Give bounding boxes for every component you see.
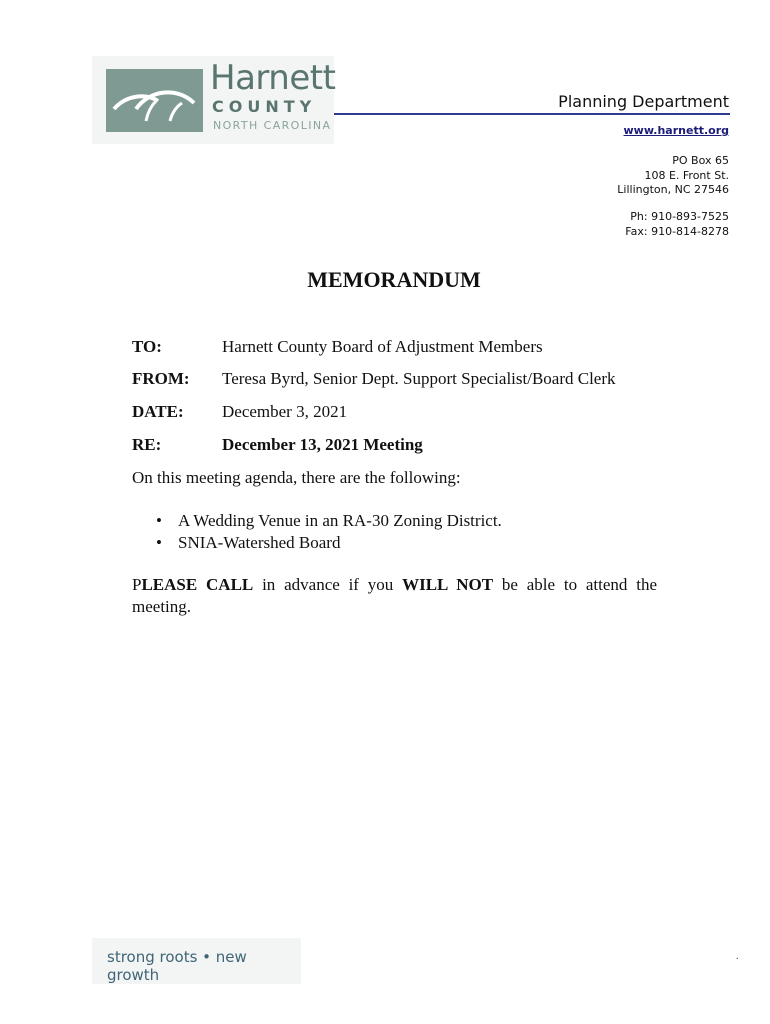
list-item-text: A Wedding Venue in an RA-30 Zoning District. (178, 511, 502, 530)
agenda-intro: On this meeting agenda, there are the following: (132, 468, 461, 487)
memo-title: MEMORANDUM (307, 267, 481, 292)
website-link[interactable]: www.harnett.org (623, 124, 729, 137)
field-label: DATE: (132, 402, 184, 421)
department-name: Planning Department (558, 92, 729, 111)
page-mark: . (736, 951, 739, 962)
list-item (156, 510, 502, 532)
note-emphasis: WILL NOT (402, 575, 494, 594)
bullet-icon: • (156, 533, 162, 552)
tree-roots-icon (106, 69, 203, 132)
field-value: December 13, 2021 Meeting (222, 435, 423, 454)
phone-number: Ph: 910-893-7525 (630, 210, 729, 223)
address-line: Lillington, NC 27546 (617, 183, 729, 196)
logo-state-text: NORTH CAROLINA (213, 119, 332, 132)
county-logo (92, 56, 334, 144)
field-label: FROM: (132, 369, 190, 388)
slogan: strong roots • new growth (107, 948, 247, 984)
logo-county-text: COUNTY (212, 97, 317, 116)
logo-harnett-text: Harnett (210, 58, 336, 98)
note-text: P (132, 575, 142, 594)
note-text: in advance if you (253, 575, 403, 594)
header-divider (334, 113, 730, 115)
footer-slogan-box (92, 938, 301, 984)
bullet-icon: • (156, 511, 162, 530)
field-value: December 3, 2021 (222, 402, 348, 421)
address-line: PO Box 65 (672, 154, 729, 167)
address-line: 108 E. Front St. (644, 169, 729, 182)
field-value: Harnett County Board of Adjustment Members (222, 337, 543, 356)
fax-number: Fax: 910-814-8278 (625, 225, 729, 238)
agenda-list (156, 510, 502, 554)
list-item (156, 532, 502, 554)
logo-emblem (106, 69, 203, 132)
field-value: Teresa Byrd, Senior Dept. Support Specialist/Board Clerk (222, 369, 616, 388)
field-label: TO: (132, 337, 162, 356)
field-label: RE: (132, 435, 162, 454)
note-emphasis: LEASE CALL (141, 575, 254, 594)
list-item-text: SNIA-Watershed Board (178, 533, 341, 552)
attendance-note (132, 574, 657, 618)
note-text: be able to attend the meeting. (132, 575, 657, 616)
